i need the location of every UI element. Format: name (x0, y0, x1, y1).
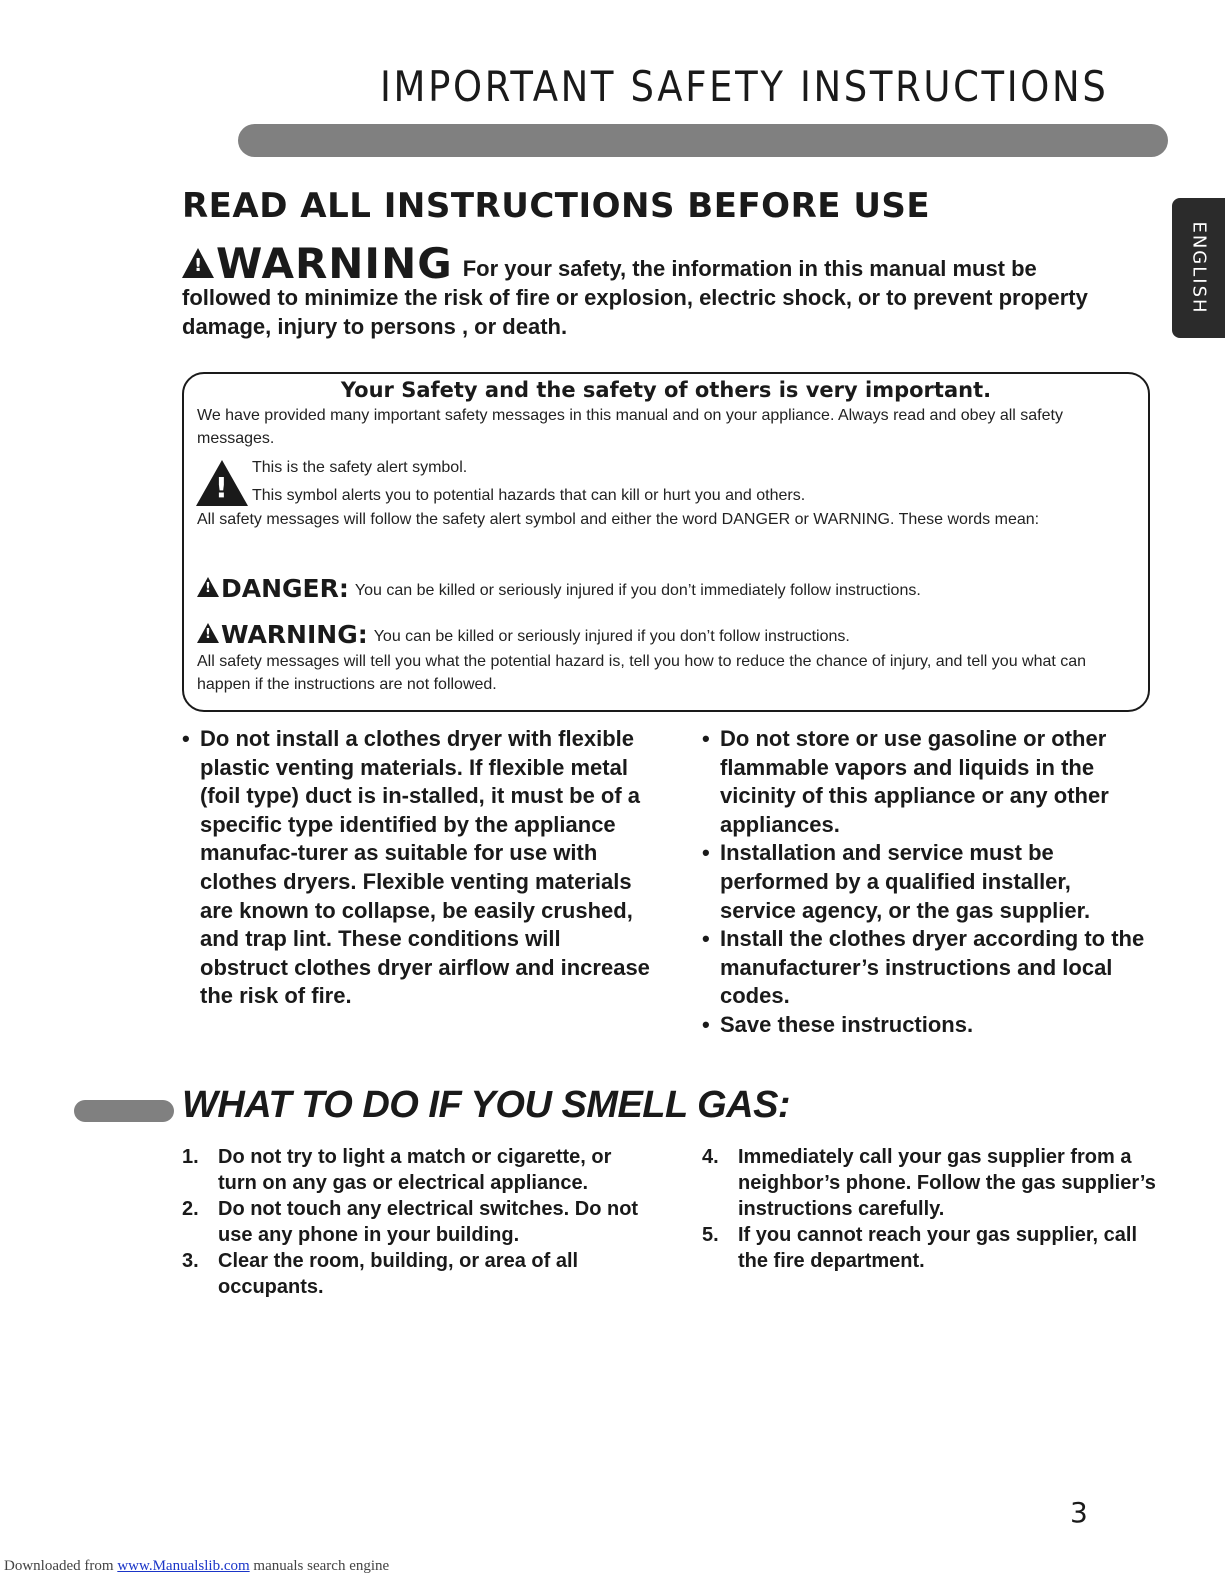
footer-prefix: Downloaded from (4, 1558, 114, 1574)
list-item: • Save these instructions. (702, 1011, 1152, 1040)
manualslib-link[interactable]: www.Manualslib.com (117, 1558, 250, 1574)
gas-section-heading: WHAT TO DO IF YOU SMELL GAS: (182, 1084, 791, 1126)
safety-box-closing: All safety messages will tell you what the potential hazard is, tell you how to reduce the chance of injury, and tell you what can happen if the instructions are not followed. (197, 653, 1087, 693)
list-item: • Do not install a clothes dryer with flexible plastic venting materials. If flexible metal (foil type) duct is in-stalled, it must be of a specific type identified by the appliance manufac-turer as suitable for use with clothes dryers. Flexible venting materials are known to collapse, be easily crushed, and trap lint. These conditions will obstruct clothes dryer airflow and increase the risk of fire. (182, 725, 652, 1011)
safety-box-title: Your Safety and the safety of others is very important. (340, 378, 992, 402)
step-text: Do not touch any electrical switches. Do not use any phone in your building. (218, 1198, 639, 1246)
step-text: Clear the room, building, or area of all occupants. (218, 1250, 579, 1298)
bullet-list-right (702, 725, 1152, 1040)
language-tab-label: ENGLISH (1188, 221, 1209, 315)
alert-symbol-description: This symbol alerts you to potential hazards that can kill or hurt you and others. (252, 487, 806, 504)
alert-symbol-line: This is the safety alert symbol. (252, 459, 468, 476)
read-all-heading: READ ALL INSTRUCTIONS BEFORE USE (182, 186, 931, 226)
warning-label: !WARNING (182, 239, 453, 288)
step-text: Do not try to light a match or cigarette, or turn on any gas or electrical appliance. (218, 1146, 612, 1194)
page-title: IMPORTANT SAFETY INSTRUCTIONS (380, 62, 1109, 111)
list-item (182, 1196, 652, 1248)
gas-steps-right (702, 1144, 1162, 1274)
signal-words-intro: All safety messages will follow the safety alert symbol and either the word DANGER or WARNING. These words mean: (197, 511, 1040, 528)
safety-box-intro: We have provided many important safety messages in this manual and on your appliance. Always read and obey all safety messages. (197, 407, 1063, 447)
footer-suffix: manuals search engine (253, 1558, 390, 1574)
danger-definition (197, 574, 921, 603)
safety-box (182, 372, 1150, 712)
list-item (182, 1248, 652, 1300)
warning-text: You can be killed or seriously injured if you don’t follow instructions. (373, 628, 850, 645)
download-footer (4, 1558, 389, 1575)
warning-definition (197, 620, 850, 649)
list-item (702, 1222, 1162, 1274)
step-text: If you cannot reach your gas supplier, call the fire department. (738, 1224, 1138, 1272)
step-text: Immediately call your gas supplier from a neighbor’s phone. Follow the gas supplier’s instructions carefully. (738, 1146, 1156, 1220)
gas-steps-left (182, 1144, 652, 1300)
page-number: 3 (1070, 1496, 1088, 1529)
danger-label: !DANGER: (197, 574, 349, 603)
warning-triangle-icon (182, 248, 214, 278)
language-tab (1172, 198, 1225, 338)
step-number: 2. (182, 1198, 199, 1220)
list-item: • Installation and service must be performed by a qualified installer, service agency, or the gas supplier. (702, 839, 1152, 925)
warning-intro-text: For your safety, the information in this manual must be followed to minimize the risk of fire or explosion, electric shock, or to prevent property damage, injury to persons , or death. (182, 256, 1088, 339)
warning-intro (182, 239, 1122, 341)
list-item (182, 1144, 652, 1196)
header-bar (238, 124, 1168, 157)
step-number: 1. (182, 1146, 199, 1168)
warning-triangle-small-icon (197, 623, 219, 643)
list-item: • Install the clothes dryer according to the manufacturer’s instructions and local codes. (702, 925, 1152, 1011)
list-item: • Do not store or use gasoline or other flammable vapors and liquids in the vicinity of this appliance or any other appliances. (702, 725, 1152, 839)
list-item (702, 1144, 1162, 1222)
danger-text: You can be killed or seriously injured if you don’t immediately follow instructions. (354, 582, 921, 599)
bullet-list-left (182, 725, 652, 1011)
warning-label-small: !WARNING: (197, 620, 368, 649)
section-marker-pill (74, 1100, 174, 1122)
danger-triangle-icon (197, 577, 219, 597)
safety-alert-icon (196, 460, 248, 506)
step-number: 4. (702, 1146, 719, 1168)
step-number: 5. (702, 1224, 719, 1246)
step-number: 3. (182, 1250, 199, 1272)
